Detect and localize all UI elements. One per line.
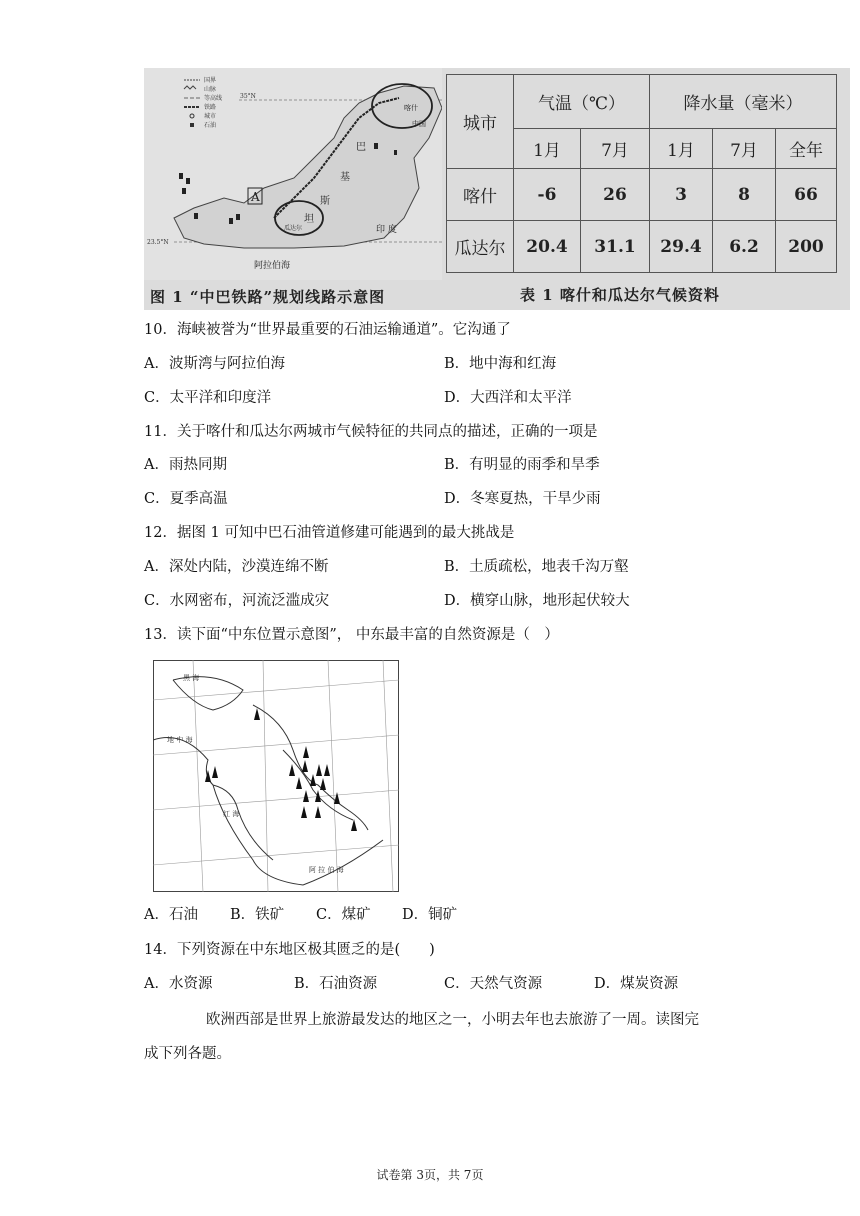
table-cell: 200 [776,221,837,273]
table-cell: 3 [650,169,713,221]
table-header-precip: 降水量（毫米） [650,75,837,129]
question-10-stem: 10．海峡被誉为“世界最重要的石油运输通道”。它沟通了 [144,322,511,338]
question-12-stem: 12．据图 1 可知中巴石油管道修建可能遇到的最大挑战是 [144,525,515,541]
map-label-pakistan-3: 斯 [320,196,330,207]
legend-item-0: 国界 [204,77,217,84]
page-footer: 试卷第 3页，共 7页 [376,1168,484,1182]
question-11-option-a: A．雨热同期 [144,457,227,473]
question-12-option-b: B．土质疏松，地表千沟万壑 [444,559,629,575]
table-cell: 66 [776,169,837,221]
map2-label-red-sea: 红 海 [223,810,240,818]
map-label-china: 中国 [412,120,426,128]
question-11-option-d: D．冬寒夏热，干旱少雨 [444,491,601,507]
question-12-option-a: A．深处内陆，沙漠连绵不断 [144,559,329,575]
table-cell: 31.1 [581,221,650,273]
question-12-option-c: C．水网密布，河流泛滥成灾 [144,593,330,609]
table-header-city: 城市 [447,75,514,169]
question-14-option-d: D．煤炭资源 [594,976,679,992]
legend-item-3: 铁路 [204,104,217,111]
lat-label-top: 35°N [240,93,256,100]
figure1-caption: 图 1 “中巴铁路”规划线路示意图 [150,288,386,306]
middle-east-location-map [153,660,399,892]
question-11-option-c: C．夏季高温 [144,491,228,507]
reading-intro-line2: 成下列各题。 [144,1046,231,1062]
map-label-kashgar: 喀什 [404,104,418,112]
question-12-option-d: D．横穿山脉，地形起伏较大 [444,593,630,609]
map-label-pakistan-4: 坦 [304,214,314,225]
map-label-gwadar: 瓜达尔 [284,225,303,232]
table-cell: -6 [514,169,581,221]
table-cell-city: 喀什 [447,169,514,221]
question-13-option-b: B．铁矿 [230,907,285,923]
table-header-temp: 气温（℃） [514,75,650,129]
table-cell: 6.2 [713,221,776,273]
table-row [447,221,837,273]
question-13-option-a: A．石油 [144,907,198,923]
question-14-option-a: A．水资源 [144,976,213,992]
map-box-letter: A [251,190,260,204]
question-13-option-d: D．铜矿 [402,907,458,923]
question-10-option-a: A．波斯湾与阿拉伯海 [144,356,285,372]
legend-item-1: 山脉 [204,86,217,93]
legend-item-2: 等高线 [204,95,223,102]
question-13-option-c: C．煤矿 [316,907,371,923]
legend-item-5: 石油 [204,122,217,129]
map-label-arabian-sea: 阿拉伯海 [254,261,291,271]
map2-label-black-sea: 黑 海 [183,674,200,682]
table-subheader: 7月 [581,129,650,169]
climate-table [446,74,837,273]
question-13-stem: 13．读下面“中东位置示意图”， 中东最丰富的自然资源是（ ） [144,627,559,643]
table-subheader: 1月 [514,129,581,169]
table1-caption: 表 1 喀什和瓜达尔气候资料 [520,286,720,304]
question-14-option-b: B．石油资源 [294,976,378,992]
table-subheader: 1月 [650,129,713,169]
table-subheader: 7月 [713,129,776,169]
lat-label-bottom: 23.5°N [147,239,169,246]
table-cell: 20.4 [514,221,581,273]
table-subheader: 全年 [776,129,837,169]
legend-item-4: 城市 [204,113,217,120]
question-10-option-b: B．地中海和红海 [444,356,557,372]
table-cell: 26 [581,169,650,221]
map2-label-mediterranean: 地 中 海 [167,736,193,744]
question-14-option-c: C．天然气资源 [444,976,543,992]
table-cell: 8 [713,169,776,221]
map-label-pakistan-2: 基 [340,172,350,183]
question-11-stem: 11．关于喀什和瓜达尔两城市气候特征的共同点的描述，正确的一项是 [144,424,598,440]
table-cell-city: 瓜达尔 [447,221,514,273]
china-pakistan-railway-map [144,68,442,280]
map-label-india: 印 度 [376,225,397,235]
figure1-scan [144,68,850,310]
question-10-option-d: D．大西洋和太平洋 [444,390,572,406]
question-10-option-c: C．太平洋和印度洋 [144,390,272,406]
map2-label-arabian-sea: 阿 拉 伯 海 [309,866,344,874]
table-cell: 29.4 [650,221,713,273]
table-row [447,169,837,221]
map-label-pakistan-1: 巴 [356,142,366,153]
question-14-stem: 14．下列资源在中东地区极其匮乏的是( ) [144,942,435,958]
question-11-option-b: B．有明显的雨季和旱季 [444,457,600,473]
reading-intro-line1: 欧洲西部是世界上旅游最发达的地区之一，小明去年也去旅游了一周。读图完 [206,1012,699,1028]
